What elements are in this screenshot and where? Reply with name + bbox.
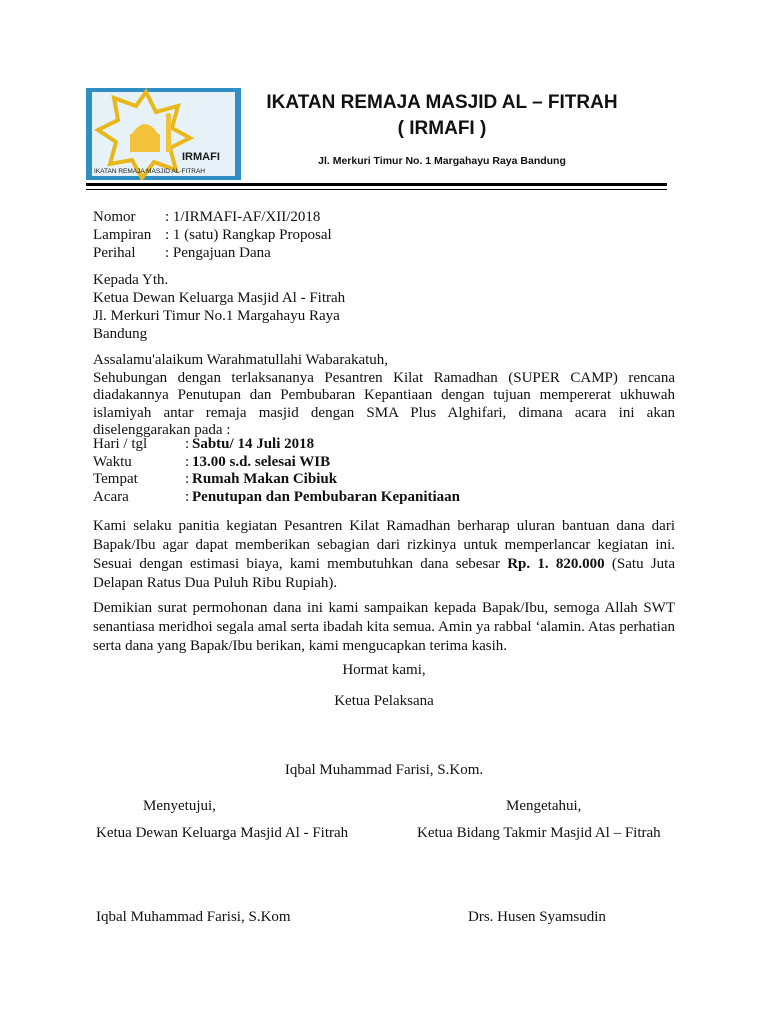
funding-paragraph [93,517,675,593]
event-value: Sabtu/ 14 Juli 2018 [192,436,315,452]
event-row: Hari / tgl : Sabtu/ 14 Juli 2018 [93,436,315,452]
org-address: Jl. Merkuri Timur No. 1 Margahayu Raya Bandung [318,155,566,167]
meta-value: : Pengajuan Dana [165,245,271,261]
meta-label: Perihal [93,245,136,261]
logo-text: IRMAFI [182,151,220,163]
approver-left-position: Ketua Dewan Keluarga Masjid Al - Fitrah [96,825,349,841]
mosque-star-logo-icon [86,88,241,180]
approver-right-heading: Mengetahui, [506,798,582,814]
event-value: Rumah Makan Cibiuk [192,471,338,487]
recipient-block [93,271,675,343]
org-name-line1: IKATAN REMAJA MASJID AL – FITRAH [266,92,618,113]
approver-left-name: Iqbal Muhammad Farisi, S.Kom [96,909,291,925]
event-value: Penutupan dan Pembubaran Kepanitiaan [192,488,460,505]
event-label: Tempat [93,471,138,487]
funding-amount: Rp. 1. 820.000 [507,556,605,572]
recipient-line: Bandung [93,326,148,342]
greeting: Assalamu'alaikum Warahmatullahi Wabarakatuh, [93,352,389,368]
meta-value: : 1/IRMAFI-AF/XII/2018 [165,209,321,225]
meta-label: Nomor [93,209,136,225]
signer-name: Iqbal Muhammad Farisi, S.Kom. [284,762,484,778]
event-row: Tempat : Rumah Makan Cibiuk [93,471,338,487]
irmafi-logo [86,88,241,180]
meta-row-perihal [93,244,332,262]
meta-row-nomor [93,208,332,226]
event-row: Acara : Penutupan dan Pembubaran Kepanitiaan [93,488,460,505]
event-label: Acara [93,488,129,505]
funding-text-start: Kami selaku panitia kegiatan Pesantren Kilat Ramadhan berharap uluran bantuan dana dari Bapak/Ibu agar dapat memberikan sebagian dari rizkinya untuk memperlancar kegiatan ini. Sesuai dengan estimasi biaya, kami membutuhkan dana sebesar [93,518,675,572]
approver-right-name: Drs. Husen Syamsudin [468,909,606,925]
meta-value: : 1 (satu) Rangkap Proposal [165,227,332,243]
recipient-line: Kepada Yth. [93,272,169,288]
org-name [252,90,632,142]
event-label: Waktu [93,453,132,470]
signer-position: Ketua Pelaksana [334,693,434,709]
approver-left-heading: Menyetujui, [143,798,216,814]
letter-meta [93,208,332,262]
recipient-line: Ketua Dewan Keluarga Masjid Al - Fitrah [93,290,346,306]
regards: Hormat kami, [342,662,426,678]
approver-right-position: Ketua Bidang Takmir Masjid Al – Fitrah [417,825,661,841]
event-value: 13.00 s.d. selesai WIB [192,453,331,470]
event-row: Waktu : 13.00 s.d. selesai WIB [93,453,331,470]
event-label: Hari / tgl [93,436,148,452]
header-divider-thick [86,183,667,186]
recipient-line: Jl. Merkuri Timur No.1 Margahayu Raya [93,308,340,324]
closing-paragraph: Demikian surat permohonan dana ini kami sampaikan kepada Bapak/Ibu, semoga Allah SWT senantiasa meridhoi segala amal serta ibadah kita semua. Amin ya rabbal ‘alamin. Atas perhatian serta dana yang Bapak/Ibu berikan, kami mengucapkan terima kasih. [93,600,675,654]
intro-paragraph: Sehubungan dengan terlaksananya Pesantren Kilat Ramadhan (SUPER CAMP) rencana diadakannya Penutupan dan Pembubaran Kepantiaan dengan tujuan mempererat ukhuwah islamiyah antar remaja masjid dengan SMA Plus Alghifari, dimana acara ini akan diselenggarakan pada : [93,369,675,438]
logo-subtext: IKATAN REMAJA MASJID AL-FITRAH [94,168,205,175]
org-name-line2: ( IRMAFI ) [397,118,487,139]
funding-text-end: (Satu Juta Delapan Ratus Dua Puluh Ribu Rupiah). [93,556,675,591]
header-divider-thin [86,189,667,190]
event-details [93,436,675,506]
meta-label: Lampiran [93,227,152,243]
meta-row-lampiran [93,226,332,244]
intro-block [93,352,675,440]
